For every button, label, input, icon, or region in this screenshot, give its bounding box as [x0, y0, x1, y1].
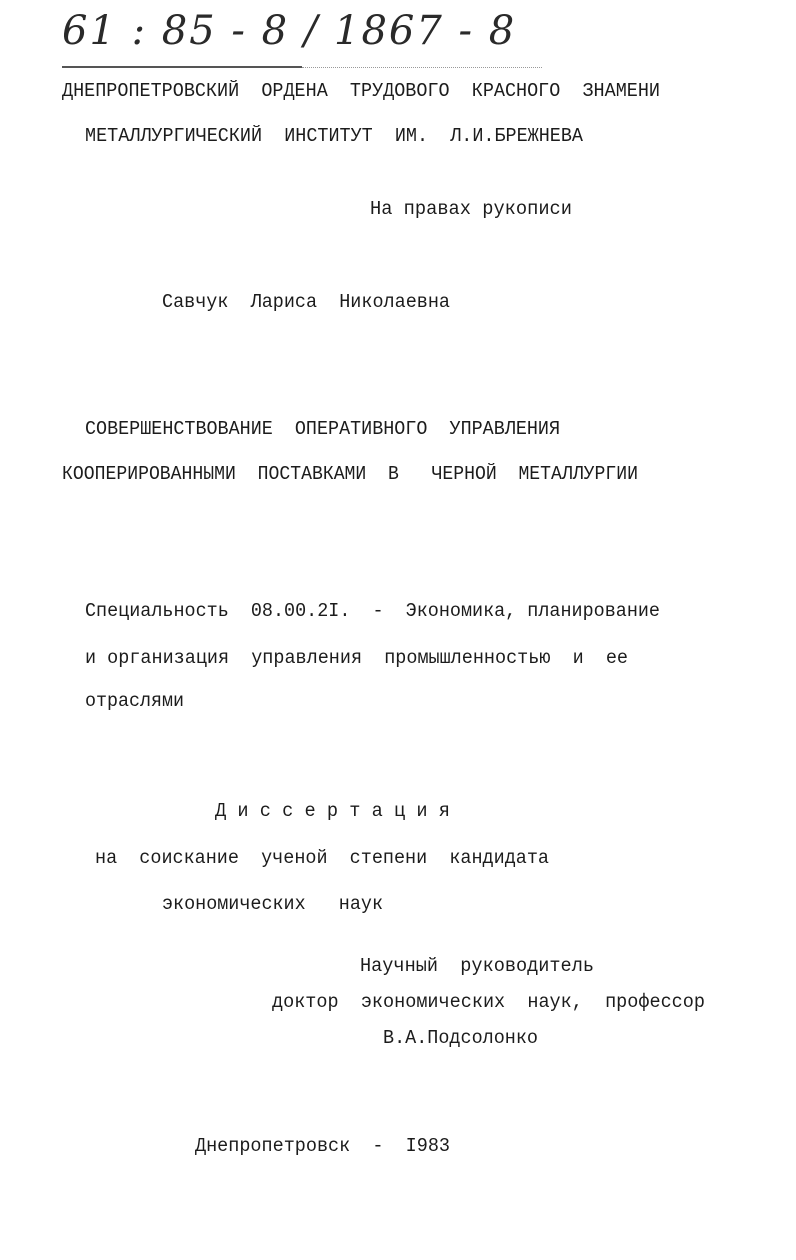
- supervisor-title: доктор экономических наук, профессор: [272, 991, 705, 1013]
- degree-line-1: на соискание ученой степени кандидата: [95, 847, 549, 869]
- title-line-2: КООПЕРИРОВАННЫМИ ПОСТАВКАМИ В ЧЕРНОЙ МЕТАЛЛУРГИИ: [62, 463, 638, 485]
- place-year: Днепропетровск - I983: [195, 1135, 450, 1157]
- manuscript-note: На правах рукописи: [370, 198, 572, 220]
- author-name: Савчук Лариса Николаевна: [162, 291, 450, 313]
- institution-line-2: МЕТАЛЛУРГИЧЕСКИЙ ИНСТИТУТ ИМ. Л.И.БРЕЖНЕВА: [85, 125, 583, 147]
- supervisor-name: В.А.Подсолонко: [383, 1027, 538, 1049]
- institution-line-1: ДНЕПРОПЕТРОВСКИЙ ОРДЕНА ТРУДОВОГО КРАСНОГО ЗНАМЕНИ: [62, 80, 660, 102]
- underline-divider: [62, 66, 302, 68]
- handwritten-archive-code: 61 : 85 - 8 / 1867 - 8: [62, 8, 517, 54]
- specialty-line-1: Специальность 08.00.2I. - Экономика, планирование: [85, 600, 660, 622]
- specialty-line-2: и организация управления промышленностью и ее: [85, 647, 628, 669]
- dissertation-heading: Д и с с е р т а ц и я: [215, 800, 450, 822]
- dotted-divider: [302, 67, 542, 68]
- degree-line-2: экономических наук: [162, 893, 383, 915]
- specialty-line-3: отраслями: [85, 690, 184, 712]
- supervisor-label: Научный руководитель: [360, 955, 594, 977]
- title-line-1: СОВЕРШЕНСТВОВАНИЕ ОПЕРАТИВНОГО УПРАВЛЕНИЯ: [85, 418, 560, 440]
